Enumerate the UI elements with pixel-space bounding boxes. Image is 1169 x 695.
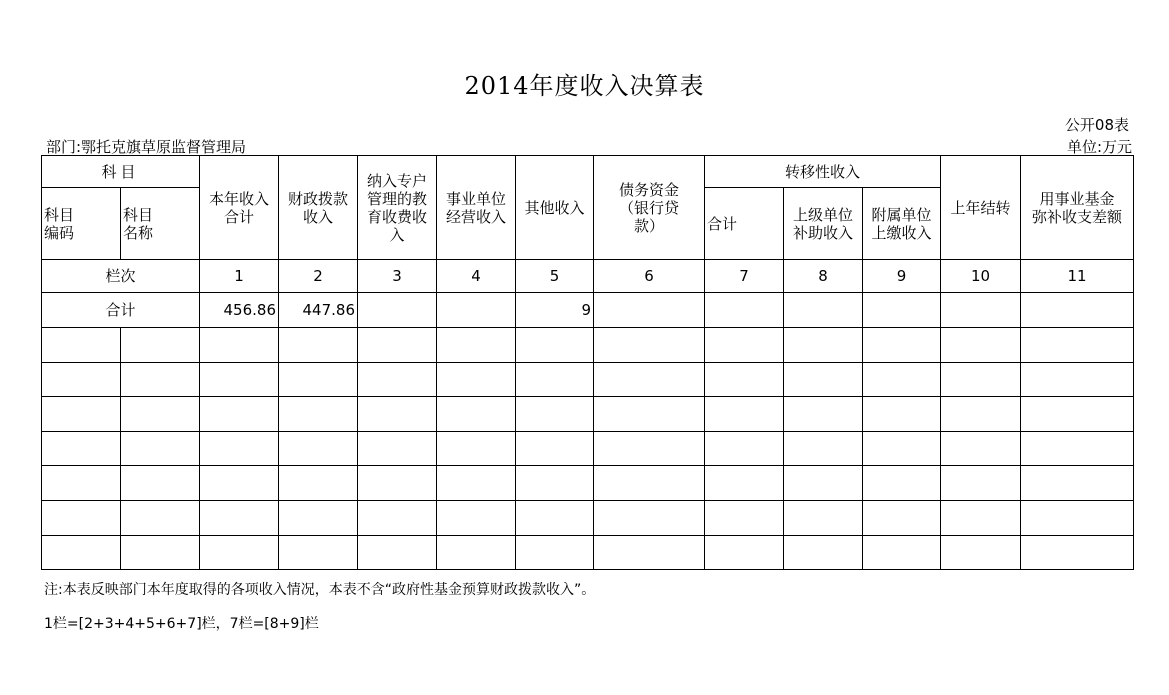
empty-cell bbox=[941, 466, 1021, 501]
empty-cell bbox=[863, 431, 941, 466]
empty-cell bbox=[42, 397, 121, 432]
total-value: 9 bbox=[516, 293, 594, 328]
total-row bbox=[42, 293, 1134, 328]
empty-cell bbox=[437, 397, 516, 432]
empty-cell bbox=[863, 535, 941, 570]
column-number: 3 bbox=[358, 260, 437, 293]
empty-cell bbox=[516, 397, 594, 432]
empty-cell bbox=[705, 500, 784, 535]
empty-cell bbox=[279, 431, 358, 466]
empty-cell bbox=[42, 362, 121, 397]
empty-cell bbox=[279, 362, 358, 397]
empty-cell bbox=[516, 328, 594, 363]
empty-cell bbox=[437, 500, 516, 535]
empty-cell bbox=[42, 328, 121, 363]
header-subject: 科目 bbox=[42, 156, 200, 188]
column-number: 10 bbox=[941, 260, 1021, 293]
header-superior-subsidy: 上级单位 补助收入 bbox=[784, 188, 863, 260]
column-index-label: 栏次 bbox=[42, 260, 200, 293]
empty-cell bbox=[437, 431, 516, 466]
column-number: 9 bbox=[863, 260, 941, 293]
empty-cell bbox=[516, 431, 594, 466]
empty-rows bbox=[42, 328, 1134, 570]
header-subject-code: 科目 编码 bbox=[42, 188, 121, 260]
empty-cell bbox=[594, 500, 705, 535]
header-total-income: 本年收入 合计 bbox=[200, 156, 279, 260]
column-number: 8 bbox=[784, 260, 863, 293]
empty-cell bbox=[1021, 431, 1134, 466]
empty-cell bbox=[42, 466, 121, 501]
empty-cell bbox=[437, 328, 516, 363]
empty-cell bbox=[358, 535, 437, 570]
empty-cell bbox=[121, 362, 200, 397]
empty-cell bbox=[358, 328, 437, 363]
column-number: 7 bbox=[705, 260, 784, 293]
header-fiscal-grant: 财政拨款 收入 bbox=[279, 156, 358, 260]
column-number: 4 bbox=[437, 260, 516, 293]
empty-cell bbox=[200, 466, 279, 501]
empty-cell bbox=[863, 500, 941, 535]
empty-cell bbox=[594, 397, 705, 432]
table-note: 注:本表反映部门本年度取得的各项收入情况，本表不含“政府性基金预算财政拨款收入”。 bbox=[44, 582, 596, 598]
header-fund-offset: 用事业基金 弥补收支差额 bbox=[1021, 156, 1134, 260]
empty-cell bbox=[594, 535, 705, 570]
empty-cell bbox=[200, 500, 279, 535]
empty-cell bbox=[863, 362, 941, 397]
total-value bbox=[863, 293, 941, 328]
empty-cell bbox=[437, 362, 516, 397]
empty-row bbox=[42, 397, 1134, 432]
empty-cell bbox=[594, 431, 705, 466]
empty-cell bbox=[941, 500, 1021, 535]
department-label: 部门:鄂托克旗草原监督管理局 bbox=[46, 138, 247, 156]
empty-cell bbox=[705, 328, 784, 363]
empty-cell bbox=[200, 362, 279, 397]
empty-cell bbox=[516, 466, 594, 501]
column-number: 2 bbox=[279, 260, 358, 293]
empty-row bbox=[42, 328, 1134, 363]
header-education-fee: 纳入专户 管理的教 育收费收 入 bbox=[358, 156, 437, 260]
empty-cell bbox=[784, 466, 863, 501]
empty-cell bbox=[863, 328, 941, 363]
column-number: 1 bbox=[200, 260, 279, 293]
empty-cell bbox=[784, 431, 863, 466]
total-value bbox=[705, 293, 784, 328]
empty-cell bbox=[516, 500, 594, 535]
empty-cell bbox=[594, 466, 705, 501]
empty-cell bbox=[941, 397, 1021, 432]
empty-cell bbox=[941, 535, 1021, 570]
total-value: 447.86 bbox=[279, 293, 358, 328]
total-value bbox=[594, 293, 705, 328]
empty-cell bbox=[121, 500, 200, 535]
empty-row bbox=[42, 500, 1134, 535]
total-value bbox=[358, 293, 437, 328]
column-number: 6 bbox=[594, 260, 705, 293]
empty-cell bbox=[121, 431, 200, 466]
empty-cell bbox=[358, 397, 437, 432]
empty-cell bbox=[863, 466, 941, 501]
empty-cell bbox=[941, 362, 1021, 397]
empty-cell bbox=[1021, 466, 1134, 501]
empty-cell bbox=[516, 362, 594, 397]
empty-cell bbox=[121, 535, 200, 570]
empty-cell bbox=[1021, 362, 1134, 397]
empty-cell bbox=[42, 500, 121, 535]
empty-cell bbox=[200, 328, 279, 363]
header-subject-name: 科目 名称 bbox=[121, 188, 200, 260]
empty-cell bbox=[516, 535, 594, 570]
page-title: 2014年度收入决算表 bbox=[464, 72, 705, 100]
empty-cell bbox=[42, 431, 121, 466]
empty-cell bbox=[200, 397, 279, 432]
empty-row bbox=[42, 431, 1134, 466]
empty-cell bbox=[784, 328, 863, 363]
empty-cell bbox=[941, 431, 1021, 466]
empty-cell bbox=[705, 466, 784, 501]
empty-row bbox=[42, 362, 1134, 397]
empty-cell bbox=[1021, 500, 1134, 535]
empty-cell bbox=[200, 431, 279, 466]
empty-cell bbox=[705, 535, 784, 570]
form-number: 公开08表 bbox=[1064, 116, 1129, 134]
total-value: 456.86 bbox=[200, 293, 279, 328]
empty-cell bbox=[279, 500, 358, 535]
header-other-income: 其他收入 bbox=[516, 156, 594, 260]
empty-cell bbox=[437, 466, 516, 501]
empty-cell bbox=[121, 397, 200, 432]
empty-row bbox=[42, 466, 1134, 501]
empty-cell bbox=[42, 535, 121, 570]
empty-cell bbox=[279, 535, 358, 570]
unit-label: 单位:万元 bbox=[1066, 138, 1132, 156]
header-business-income: 事业单位 经营收入 bbox=[437, 156, 516, 260]
empty-cell bbox=[1021, 328, 1134, 363]
column-number: 11 bbox=[1021, 260, 1134, 293]
empty-cell bbox=[1021, 397, 1134, 432]
empty-cell bbox=[358, 431, 437, 466]
empty-cell bbox=[784, 397, 863, 432]
header-transfer-total: 合计 bbox=[705, 188, 784, 260]
empty-cell bbox=[941, 328, 1021, 363]
empty-cell bbox=[594, 362, 705, 397]
total-row-label: 合计 bbox=[42, 293, 200, 328]
empty-cell bbox=[705, 362, 784, 397]
income-table bbox=[41, 155, 1134, 570]
total-value bbox=[1021, 293, 1134, 328]
empty-cell bbox=[121, 328, 200, 363]
empty-cell bbox=[279, 466, 358, 501]
empty-cell bbox=[358, 500, 437, 535]
empty-cell bbox=[705, 397, 784, 432]
header-affiliate-payment: 附属单位 上缴收入 bbox=[863, 188, 941, 260]
empty-cell bbox=[784, 535, 863, 570]
header-debt-funds: 债务资金 （银行贷 款） bbox=[594, 156, 705, 260]
empty-cell bbox=[279, 397, 358, 432]
empty-cell bbox=[784, 500, 863, 535]
column-number: 5 bbox=[516, 260, 594, 293]
empty-cell bbox=[200, 535, 279, 570]
column-index-row bbox=[42, 260, 1134, 293]
header-transfer-income: 转移性收入 bbox=[705, 156, 941, 188]
empty-cell bbox=[121, 466, 200, 501]
empty-cell bbox=[1021, 535, 1134, 570]
empty-cell bbox=[279, 328, 358, 363]
total-value bbox=[941, 293, 1021, 328]
empty-row bbox=[42, 535, 1134, 570]
empty-cell bbox=[358, 362, 437, 397]
header-prior-year-carryover: 上年结转 bbox=[941, 156, 1021, 260]
total-value bbox=[437, 293, 516, 328]
empty-cell bbox=[784, 362, 863, 397]
empty-cell bbox=[705, 431, 784, 466]
total-value bbox=[784, 293, 863, 328]
formula-note: 1栏=[2+3+4+5+6+7]栏，7栏=[8+9]栏 bbox=[44, 616, 319, 632]
empty-cell bbox=[594, 328, 705, 363]
empty-cell bbox=[358, 466, 437, 501]
empty-cell bbox=[437, 535, 516, 570]
empty-cell bbox=[863, 397, 941, 432]
